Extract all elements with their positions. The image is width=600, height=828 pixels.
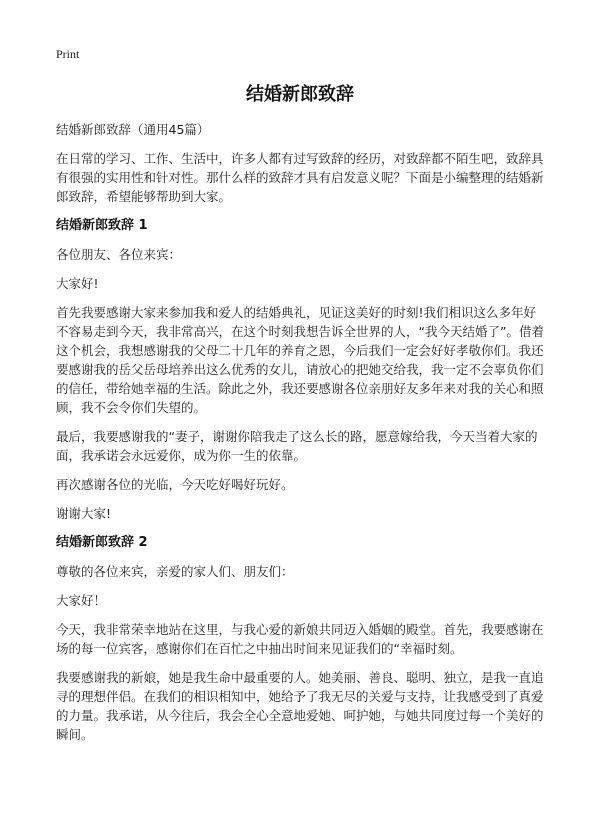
paragraph: 今天，我非常荣幸地站在这里，与我心爱的新娘共同迈入婚姻的殿堂。首先，我要感谢在场的每一位宾客，感谢你们在百忙之中抽出时间来见证我们的“幸福时刻。 xyxy=(56,622,544,656)
paragraph: 再次感谢各位的光临，今天吃好喝好玩好。 xyxy=(56,477,294,492)
document-subtitle: 结婚新郎致辞（通用45篇） xyxy=(56,122,210,137)
intro-paragraph: 在日常的学习、工作、生活中，许多人都有过写致辞的经历，对致辞都不陌生吧，致辞具有很强的实用性和针对性。那什么样的致辞才具有启发意义呢？下面是小编整理的结婚新郎致辞，希望能够帮助到大家。 xyxy=(56,151,544,204)
section-heading: 结婚新郎致辞 2 xyxy=(56,535,148,550)
paragraph: 我要感谢我的新娘，她是我生命中最重要的人。她美丽、善良、聪明、独立，是我一直追寻的理想伴侣。在我们的相识相知中，她给予了我无尽的关爱与支持，让我感受到了真爱的力量。我承诺，从今往后，我会全心全意地爱她、呵护她，与她共同度过每一个美好的瞬间。 xyxy=(56,670,544,742)
paragraph: 首先我要感谢大家来参加我和爱人的结婚典礼，见证这美好的时刻!我们相识这么多年好不容易走到今天，我非常高兴，在这个时刻我想告诉全世界的人，“我今天结婚了”。借着这个机会，我想感谢我的父母二十几年的养育之恩，今后我们一定会好好孝敬你们。我还要感谢我的岳父岳母培养出这么优秀的女儿，请放心的把她交给我，我一定不会辜负你们的信任，带给她幸福的生活。除此之外，我还要感谢各位亲朋好友多年来对我的关心和照顾，我不会令你们失望的。 xyxy=(56,305,544,415)
paragraph: 各位朋友、各位来宾： xyxy=(56,247,182,262)
print-link[interactable]: Print xyxy=(56,47,80,61)
page-title: 结婚新郎致辞 xyxy=(246,84,354,105)
document-body xyxy=(56,120,548,754)
section-heading: 结婚新郎致辞 1 xyxy=(56,218,148,233)
paragraph: 大家好! xyxy=(56,276,99,291)
paragraph: 谢谢大家! xyxy=(56,506,112,521)
paragraph: 最后，我要感谢我的“妻子，谢谢你陪我走了这么长的路，愿意嫁给我，今天当着大家的面，我承诺会永远爱你，成为你一生的依靠。 xyxy=(56,429,538,463)
paragraph: 尊敬的各位来宾，亲爱的家人们、朋友们： xyxy=(56,564,294,579)
paragraph: 大家好！ xyxy=(56,593,107,608)
